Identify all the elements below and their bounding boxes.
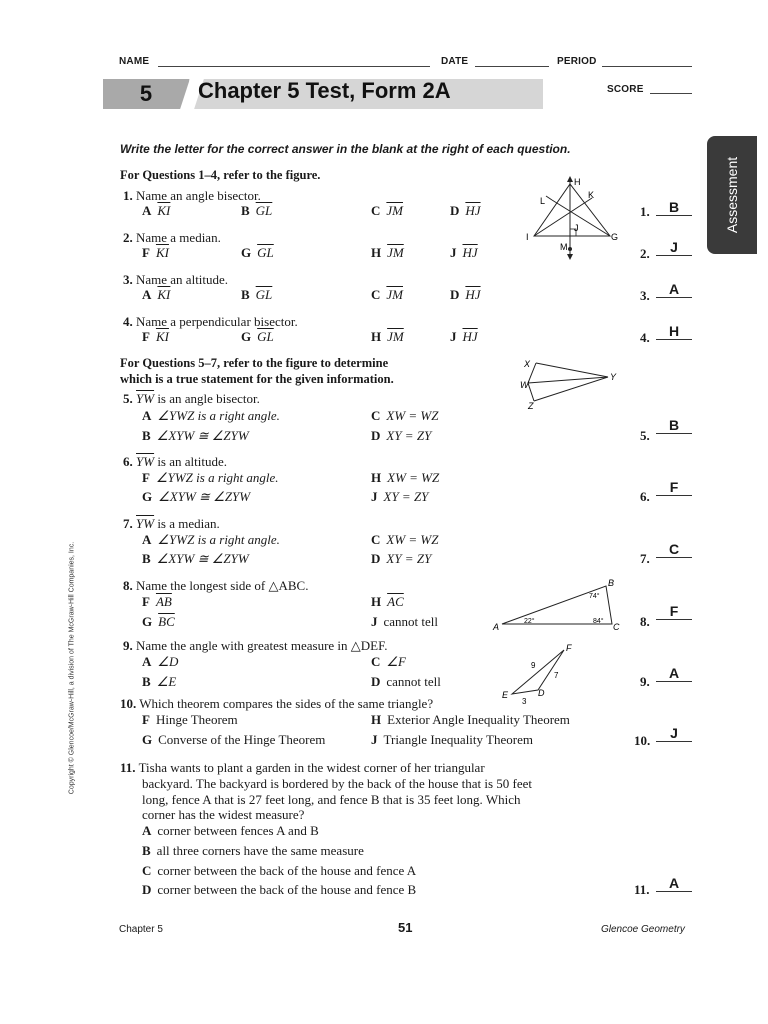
- fig4-label-e: E: [502, 690, 509, 700]
- answer-8-blank[interactable]: F: [656, 604, 692, 620]
- q1-option-b[interactable]: B $\overline{GL}$: [241, 203, 273, 218]
- figure-triangle-xyz: [518, 357, 623, 413]
- answer-7-number: 7.: [640, 551, 650, 566]
- question-10: 10. Which theorem compares the sides of the same triangle?: [120, 696, 434, 711]
- q10-option-g[interactable]: G Converse of the Hinge Theorem: [142, 732, 326, 747]
- q3-option-c[interactable]: C $\overline{JM}$: [371, 287, 403, 302]
- q10-option-f[interactable]: F Hinge Theorem: [142, 712, 238, 727]
- fig4-label-f: F: [566, 643, 572, 653]
- figure-triangle-def: [498, 640, 578, 706]
- q7-option-b[interactable]: B ∠XYW ≅ ∠ZYW: [142, 551, 249, 566]
- q11-option-d[interactable]: D corner between the back of the house and fence B: [142, 882, 417, 897]
- question-9: 9. Name the angle with greatest measure in △DEF.: [123, 638, 388, 653]
- fig1-label-g: G: [611, 232, 619, 242]
- fig1-label-m: M: [560, 242, 568, 252]
- fig4-side-9: 9: [531, 661, 536, 670]
- fig3-label-a: A: [493, 622, 500, 632]
- name-label: NAME: [119, 56, 150, 67]
- answer-4-blank[interactable]: H: [656, 324, 692, 340]
- q10-option-j[interactable]: J Triangle Inequality Theorem: [371, 732, 533, 747]
- q3-option-d[interactable]: D $\overline{HJ}$: [450, 287, 481, 302]
- period-label: PERIOD: [557, 56, 597, 67]
- fig4-label-d: D: [538, 688, 545, 698]
- q3-option-b[interactable]: B $\overline{GL}$: [241, 287, 273, 302]
- answer-6-number: 6.: [640, 489, 650, 504]
- score-label: SCORE: [607, 84, 644, 95]
- fig1-label-k: K: [588, 190, 595, 200]
- answer-1-blank[interactable]: B: [656, 200, 692, 216]
- question-2: 2. Name a median.: [123, 230, 221, 245]
- q6-option-f[interactable]: F ∠YWZ is a right angle.: [142, 470, 279, 485]
- question-6: 6. $\overline{YW}$ is an altitude.: [123, 454, 227, 469]
- score-blank[interactable]: [650, 93, 692, 94]
- q4-option-h[interactable]: H $\overline{JM}$: [371, 329, 404, 344]
- q8-option-g[interactable]: G $\overline{BC}$: [142, 614, 175, 629]
- q7-option-c[interactable]: C XW = WZ: [371, 532, 439, 547]
- instructions: Write the letter for the correct answer in the blank at the right of each question.: [120, 142, 571, 156]
- q11-option-b[interactable]: B all three corners have the same measure: [142, 843, 364, 858]
- question-11-line3: long, fence A that is 27 feet long, and fence B that is 35 feet long. Which: [142, 792, 521, 807]
- q9-option-d[interactable]: D cannot tell: [371, 674, 441, 689]
- q8-option-h[interactable]: H $\overline{AC}$: [371, 594, 404, 609]
- question-11-line2: backyard. The backyard is bordered by the back of the house that is 50 feet: [142, 776, 532, 791]
- q5-option-a[interactable]: A ∠YWZ is a right angle.: [142, 408, 280, 423]
- fig1-label-h: H: [574, 177, 581, 187]
- question-1: 1. Name an angle bisector.: [123, 188, 261, 203]
- q5-option-d[interactable]: D XY = ZY: [371, 428, 432, 443]
- answer-8-number: 8.: [640, 614, 650, 629]
- fig3-angle-b: 74°: [589, 593, 600, 600]
- answer-9-blank[interactable]: A: [656, 666, 692, 682]
- section2-heading-line1: For Questions 5–7, refer to the figure to determine: [120, 356, 389, 370]
- fig3-label-b: B: [608, 578, 615, 588]
- q9-option-b[interactable]: B ∠E: [142, 674, 177, 689]
- answer-5-number: 5.: [640, 428, 650, 443]
- q1-option-d[interactable]: D $\overline{HJ}$: [450, 203, 481, 218]
- date-blank[interactable]: [475, 66, 549, 67]
- answer-1-number: 1.: [640, 204, 650, 219]
- question-5: 5. $\overline{YW}$ is an angle bisector.: [123, 391, 260, 406]
- fig2-label-w: W: [520, 380, 529, 390]
- fig1-label-i: I: [526, 232, 529, 242]
- q6-option-j[interactable]: J XY = ZY: [371, 489, 429, 504]
- q7-option-a[interactable]: A ∠YWZ is a right angle.: [142, 532, 280, 547]
- answer-10-number: 10.: [634, 733, 651, 748]
- figure-triangle-abc: [488, 576, 623, 632]
- q6-option-h[interactable]: H XW = WZ: [371, 470, 440, 485]
- q4-option-j[interactable]: J $\overline{HJ}$: [450, 329, 478, 344]
- q4-option-g[interactable]: G $\overline{GL}$: [241, 329, 274, 344]
- answer-2-blank[interactable]: J: [656, 240, 692, 256]
- question-3: 3. Name an altitude.: [123, 272, 229, 287]
- q1-option-a[interactable]: A $\overline{KI}$: [142, 203, 171, 218]
- fig4-side-3: 3: [522, 697, 527, 706]
- page-title: Chapter 5 Test, Form 2A: [198, 78, 451, 103]
- answer-3-blank[interactable]: A: [656, 282, 692, 298]
- question-11-line4: corner has the widest measure?: [142, 807, 305, 822]
- name-blank[interactable]: [158, 66, 430, 67]
- fig2-label-y: Y: [610, 372, 617, 382]
- footer-chapter: Chapter 5: [119, 924, 163, 935]
- figure-triangle-hgi: [522, 174, 622, 264]
- q3-option-a[interactable]: A $\overline{KI}$: [142, 287, 171, 302]
- q1-option-c[interactable]: C $\overline{JM}$: [371, 203, 403, 218]
- copyright-notice: Copyright © Glencoe/McGraw-Hill, a division of The McGraw-Hill Companies, Inc.: [68, 541, 76, 795]
- fig3-angle-a: 22°: [524, 618, 535, 625]
- answer-3-number: 3.: [640, 288, 650, 303]
- question-7: 7. $\overline{YW}$ is a median.: [123, 516, 220, 531]
- q6-option-g[interactable]: G ∠XYW ≅ ∠ZYW: [142, 489, 251, 504]
- answer-4-number: 4.: [640, 330, 650, 345]
- q4-option-f[interactable]: F $\overline{KI}$: [142, 329, 169, 344]
- q9-option-c[interactable]: C ∠F: [371, 654, 406, 669]
- answer-2-number: 2.: [640, 246, 650, 261]
- footer-publisher: Glencoe Geometry: [601, 924, 685, 935]
- q5-option-b[interactable]: B ∠XYW ≅ ∠ZYW: [142, 428, 249, 443]
- fig1-label-j: J: [574, 223, 579, 233]
- section1-heading: For Questions 1–4, refer to the figure.: [120, 168, 321, 182]
- answer-10-blank[interactable]: J: [656, 726, 692, 742]
- section2-heading-line2: which is a true statement for the given information.: [120, 372, 394, 386]
- fig3-label-c: C: [613, 622, 620, 632]
- answer-11-number: 11.: [634, 882, 650, 897]
- q2-option-j[interactable]: J $\overline{HJ}$: [450, 245, 478, 260]
- q5-option-c[interactable]: C XW = WZ: [371, 408, 439, 423]
- fig1-label-l: L: [540, 196, 546, 206]
- answer-9-number: 9.: [640, 674, 650, 689]
- answer-5-blank[interactable]: B: [656, 418, 692, 434]
- answer-11-blank[interactable]: A: [656, 876, 692, 892]
- q8-option-j[interactable]: J cannot tell: [371, 614, 439, 629]
- assessment-tab: [707, 136, 757, 254]
- fig4-side-7: 7: [554, 671, 559, 680]
- fig3-angle-c: 84°: [593, 618, 604, 625]
- q7-option-d[interactable]: D XY = ZY: [371, 551, 432, 566]
- question-4: 4. Name a perpendicular bisector.: [123, 314, 298, 329]
- date-label: DATE: [441, 56, 469, 67]
- fig2-label-z: Z: [528, 401, 534, 411]
- answer-6-blank[interactable]: F: [656, 480, 692, 496]
- chapter-number: 5: [103, 79, 189, 109]
- q11-option-a[interactable]: A corner between fences A and B: [142, 823, 319, 838]
- q9-option-a[interactable]: A ∠D: [142, 654, 179, 669]
- q11-option-c[interactable]: C corner between the back of the house and fence A: [142, 863, 417, 878]
- answer-7-blank[interactable]: C: [656, 542, 692, 558]
- assessment-tab-label: Assessment: [724, 156, 740, 234]
- q2-option-h[interactable]: H $\overline{JM}$: [371, 245, 404, 260]
- period-blank[interactable]: [602, 66, 692, 67]
- question-11-line1: 11. Tisha wants to plant a garden in the widest corner of her triangular: [120, 760, 485, 775]
- page-number: 51: [398, 920, 413, 935]
- q10-option-h[interactable]: H Exterior Angle Inequality Theorem: [371, 712, 570, 727]
- q2-option-g[interactable]: G $\overline{GL}$: [241, 245, 274, 260]
- fig2-label-x: X: [524, 359, 531, 369]
- q8-option-f[interactable]: F $\overline{AB}$: [142, 594, 172, 609]
- q2-option-f[interactable]: F $\overline{KI}$: [142, 245, 169, 260]
- question-8: 8. Name the longest side of △ABC.: [123, 578, 309, 593]
